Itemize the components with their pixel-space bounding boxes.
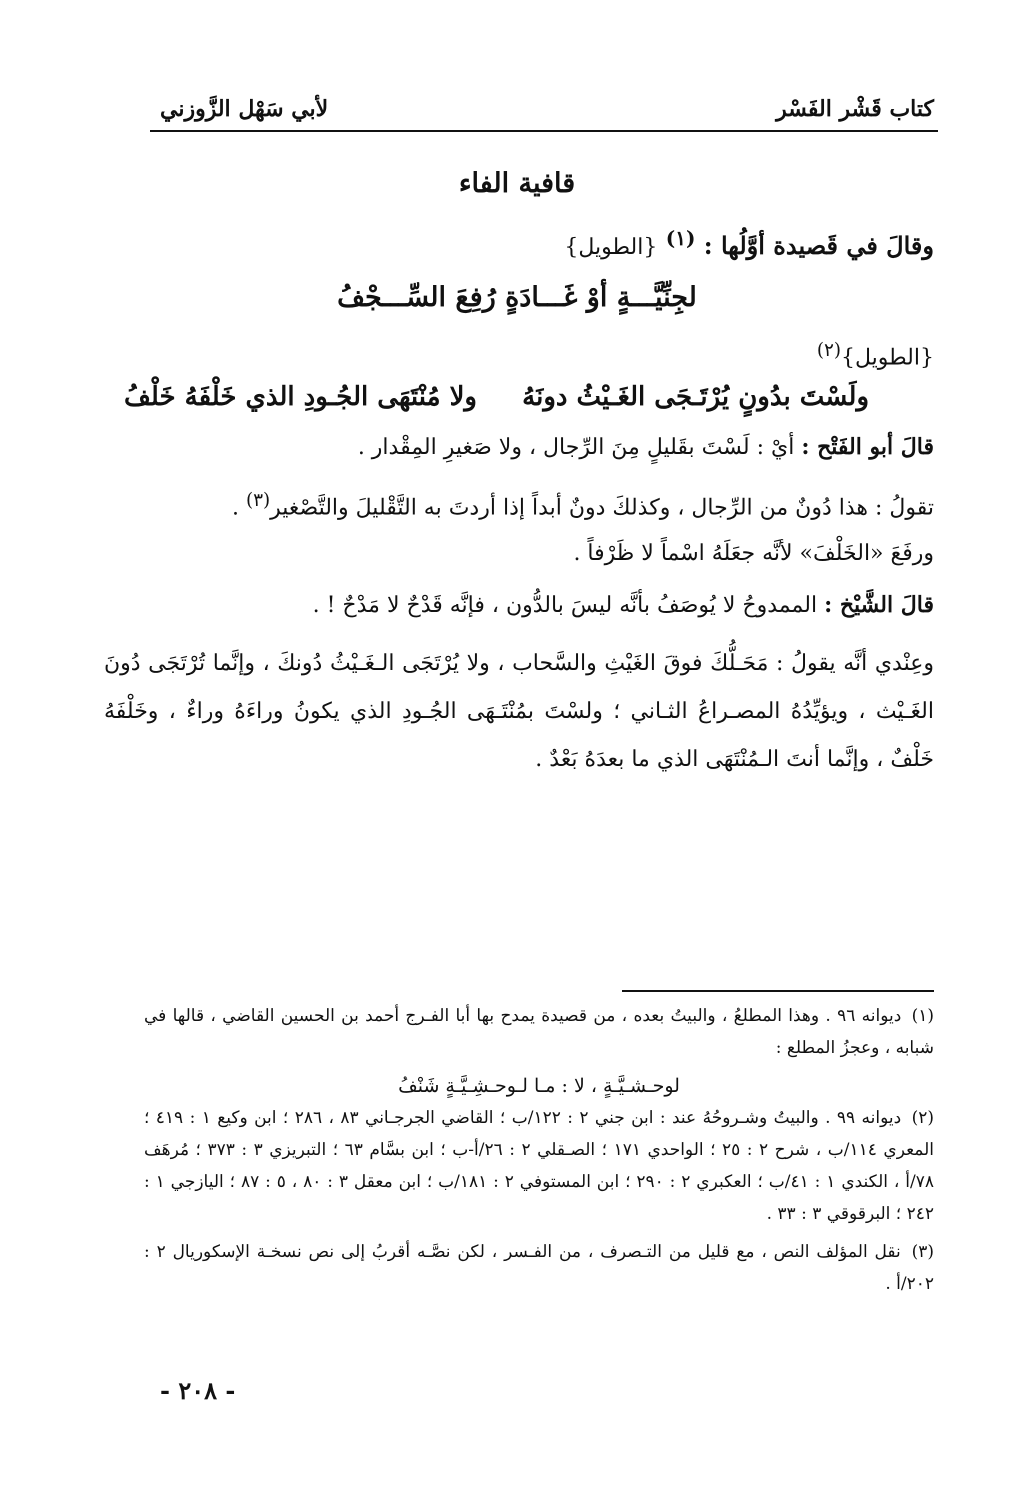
commentary-text: تقولُ : هذا دُونٌ من الرِّجال ، وكذلكَ دونٌ أبداً إذا أردتَ به التَّقْليلَ والتَّصْغير <box>270 495 934 521</box>
commentary-lead: قالَ أبو الفَتْح : <box>801 434 934 460</box>
footnote-text: ديوانه ٩٦ . وهذا المطلعُ ، والبيتُ بعده ، من قصيدة يمدح بها أبا الفـرج أحمد بن الحسين القاضي ، قالها في شبابه ، وعجزُ المطلع : <box>144 1006 934 1058</box>
commentary-text: ورفَعَ «الخَلْفَ» لأنَّه جعَلَهُ اسْماً لا ظَرْفاً . <box>573 541 934 566</box>
commentary-paragraph <box>104 432 934 464</box>
footnote-text: ديوانه ٩٩ . والبيتُ وشـروحُهُ عند : ابن جني ٢ : ١٢٢/ب ؛ القاضي الجرجـاني ٨٣ ، ٢٨٦ ؛ ابن وكيع ١ : ٤١٩ ؛ المعري ١١٤/ب ، شرح ٢ : ٢٥ ؛ الواحدي ١٧١ ؛ الصـقلي ٢ : ٢٦/أ-ب ؛ ابن بسَّام ٦٣ ؛ التبريزي ٣ : ٣٧٣ ؛ مُرهَف ٧٨/أ ، الكندي ١ : ٤١/ب ؛ العكبري ٢ : ٢٩٠ ؛ ابن المستوفي ٢ : ١٨١/ب ؛ ابن معقل ٣ : ٨٠ ، ٥ : ٨٧ ؛ اليازجي ١ : ٢٤٢ ؛ البرقوقي ٣ : ٣٣ . <box>144 1108 935 1224</box>
footnote-3 <box>144 1236 934 1300</box>
verse-hemistich-2: ولا مُنْتَهَى الجُـودِ الذي خَلْفَهُ خَلْفُ <box>124 382 477 412</box>
footnote-ref-2[interactable]: (٢) <box>816 340 841 361</box>
verse-meter <box>134 340 934 370</box>
commentary-paragraph <box>104 590 934 622</box>
footnote-text: نقل المؤلف النص ، مع قليل من التـصرف ، من الفـسر ، لكن نصَّـه أقربُ إلى نص نسخـة الإسكوريال ٢ : ٢٠٢/أ . <box>144 1242 934 1294</box>
verse-meter-label: {الطويل} <box>840 345 934 371</box>
verse-hemistich-1: ولَسْتَ بدُونٍ يُرْتَـجَى الغَـيْثُ دونَهُ <box>522 382 869 412</box>
footnote-ref-1[interactable]: (١) <box>665 226 696 250</box>
commentary-paragraph <box>104 538 934 570</box>
commentary-paragraph <box>104 488 934 524</box>
commentary-text: الممدوحُ لا يُوصَفُ بأنَّه ليسَ بالدُّون ، فإنَّه قَدْحٌ لا مَدْحٌ ! . <box>312 593 818 618</box>
commentary-text: أيْ : لَسْتَ بقَليلٍ مِنَ الرِّجال ، ولا صَغيرِ المِقْدار . <box>357 435 795 460</box>
page-number: - ٢٠٨ - <box>160 1376 236 1405</box>
running-head-author: لأبي سَهْل الزَّوزني <box>160 96 329 122</box>
footnote-number: (٣) <box>911 1242 935 1262</box>
footnote-1 <box>144 1000 934 1064</box>
footnote-ref-3[interactable]: (٣) <box>245 490 271 511</box>
footnote-number: (٢) <box>911 1108 934 1128</box>
poem-intro <box>134 226 934 260</box>
running-head-book-title: كتاب قَشْر الفَسْر <box>776 96 934 122</box>
commentary-text-end: . <box>231 495 246 521</box>
poem-intro-text: وقالَ في قَصيدة أوَّلُها : <box>703 231 934 260</box>
poem-meter: {الطويل} <box>564 235 658 260</box>
section-title: قافية الفاء <box>458 168 576 199</box>
footnotes <box>144 1000 934 1306</box>
footnote-2 <box>144 1102 934 1230</box>
commentary-paragraph <box>104 640 934 784</box>
header-rule <box>150 130 938 132</box>
footnote-rule <box>622 990 934 992</box>
running-head <box>160 92 934 126</box>
verse-line <box>124 382 924 422</box>
commentary-lead: قالَ الشَّيْخ : <box>824 592 934 618</box>
commentary-text: وعِنْدي أنَّه يقولُ : مَحَـلُّكَ فوقَ الغَيْثِ والسَّحاب ، ولا يُرْتَجَى الـغَـيْثُ دُونكَ ، وإنَّما تُرْتَجَى دُونَ الغَـيْث ، ويؤيِّدُهُ المصـراعُ الثـاني ؛ ولسْتَ بمُنْتَـهَى الجُـودِ الذي يكونُ وراءَهُ وراءٌ ، وخَلْفَهُ خَلْفٌ ، وإنَّما أنتَ الـمُنْتَهَى الذي ما بعدَهُ بَعْدٌ . <box>104 651 934 772</box>
opening-hemistich: لجِنِّيَّـــةٍ أوْ غَـــادَةٍ رُفِعَ السِّـــجْفُ <box>337 282 697 313</box>
footnote-verse: لوحـشـيَّـةٍ ، لا : مـا لـوحـشِـيَّـةٍ شَنْفُ <box>398 1075 680 1097</box>
footnote-number: (١) <box>911 1006 935 1026</box>
